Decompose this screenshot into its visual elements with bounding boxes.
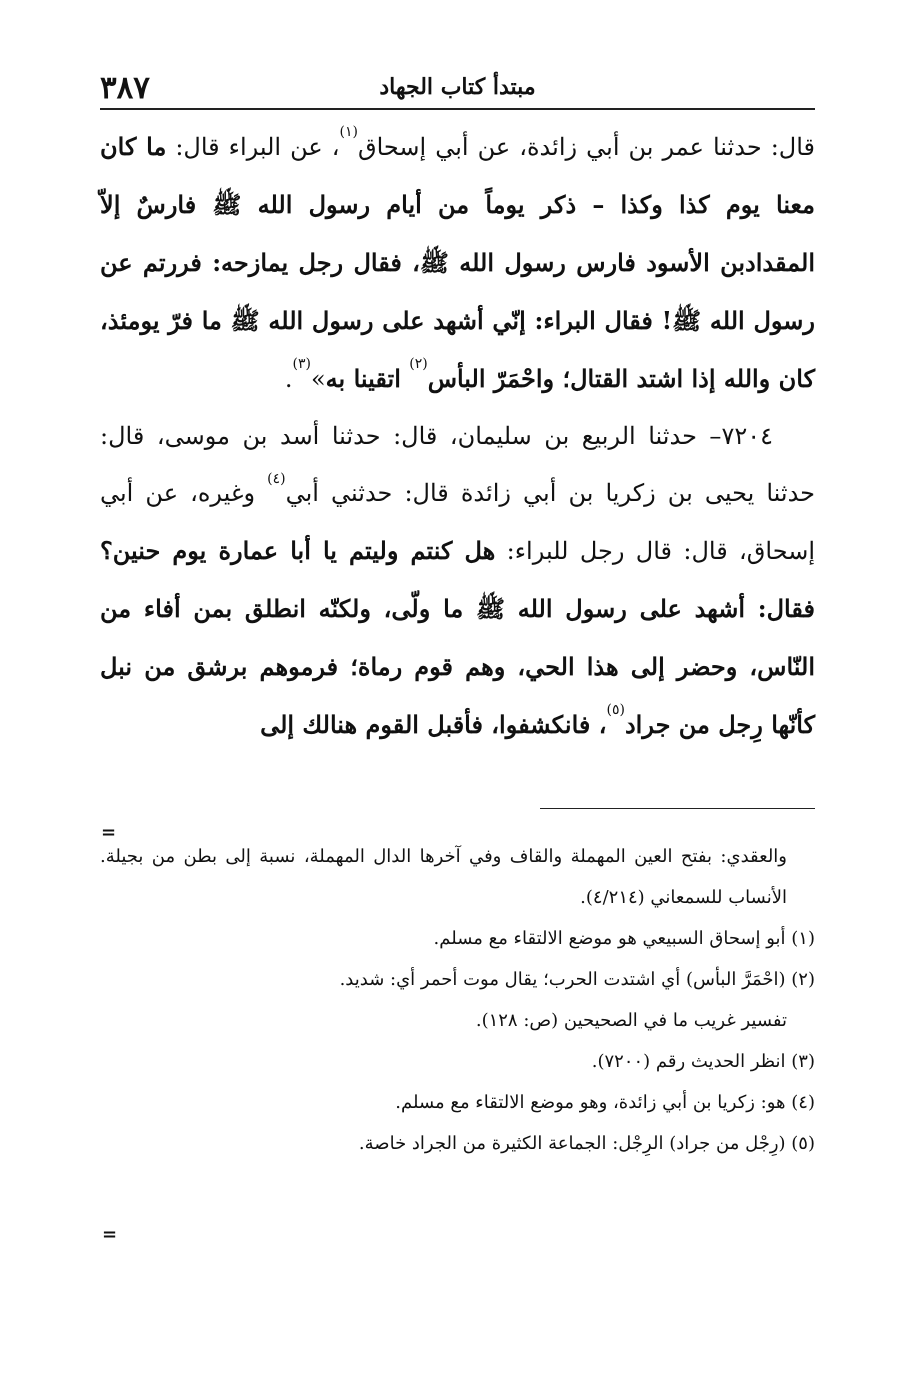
footnote-ref-1: (١) xyxy=(339,124,358,140)
matn-text-end: اتقينا به xyxy=(325,364,410,393)
matn-text: هل كنتم وليتم يا أبا عمارة يوم حنين؟ فقال: أشهد على رسول الله ﷺ ما ولّى، ولكنّه انطلق بمن أفاء من النّاس، وحضر إلى هذا الحي، وهم قوم رماة؛ فرموهم برشق من نبل كأنّها رِجل من جراد xyxy=(100,536,816,739)
main-text xyxy=(100,118,815,754)
footnote-1: (١) أبو إسحاق السبيعي هو موضع الالتقاء مع مسلم. xyxy=(433,928,815,949)
isnad-text-end: ، عن البراء قال: xyxy=(166,133,340,161)
isnad-text: ٧٢٠٤– حدثنا الربيع بن سليمان، قال: حدثنا أسد بن موسى، قال: حدثنا يحيى بن زكريا بن أبي زائدة قال: حدثني أبي xyxy=(100,422,815,507)
closing-quote: » xyxy=(310,365,326,393)
header-rule xyxy=(100,108,815,110)
footnote-3: (٣) انظر الحديث رقم (٧٢٠٠). xyxy=(591,1051,815,1072)
footnote-continues-mark: = xyxy=(102,1224,118,1245)
period: . xyxy=(284,365,293,393)
matn-text-end: ، فانكشفوا، فأقبل القوم هنالك إلى xyxy=(260,710,607,739)
page-number: ٣٨٧ xyxy=(100,70,150,106)
footnote-ref-2: (٢) xyxy=(409,356,428,372)
footnote-ref-5: (٥) xyxy=(606,702,625,718)
running-title: مبتدأ كتاب الجهاد xyxy=(379,74,536,100)
footnote-4: (٤) هو: زكريا بن أبي زائدة، وهو موضع الالتقاء مع مسلم. xyxy=(395,1092,815,1113)
paragraph-hadith-continuation xyxy=(100,118,815,408)
footnotes xyxy=(100,836,815,1164)
footnote-5: (٥) (رِجْل من جراد) الرِجْل: الجماعة الكثيرة من الجراد خاصة. xyxy=(358,1133,815,1154)
footnote-ref-3: (٣) xyxy=(292,356,311,372)
footnote-continuation-mark: = xyxy=(101,822,117,843)
page-header xyxy=(100,70,815,110)
isnad-text-2: وغيره، عن أبي إسحاق، قال: قال رجل للبراء: xyxy=(100,479,815,565)
footnote-2: (٢) (احْمَرَّ البأس) أي اشتدت الحرب؛ يقال موت أحمر أي: شديد. xyxy=(339,969,815,990)
paragraph-hadith-7204 xyxy=(100,408,815,754)
footnote-separator xyxy=(540,808,815,809)
isnad-text: قال: حدثنا عمر بن أبي زائدة، عن أبي إسحاق xyxy=(357,133,815,161)
footnote-2-source: تفسير غريب ما في الصحيحين (ص: ١٢٨). xyxy=(475,1010,787,1031)
footnote-continuation: والعقدي: بفتح العين المهملة والقاف وفي آخرها الدال المهملة، نسبة إلى بطن من بجيلة. الأنساب للسمعاني (٤/٢١٤). xyxy=(100,846,787,908)
matn-text: ما كان معنا يوم كذا وكذا – ذكر يوماً من أيام رسول الله ﷺ فارسٌ إلاّ المقدادبن الأسود فارس رسول الله ﷺ، فقال رجل يمازحه: فررتم عن رسول الله ﷺ! فقال البراء: إنّي أشهد على رسول الله ﷺ ما فرّ يومئذ، كان والله إذا اشتد القتال؛ واحْمَرّ البأس xyxy=(100,132,815,393)
footnote-ref-4: (٤) xyxy=(267,471,286,487)
